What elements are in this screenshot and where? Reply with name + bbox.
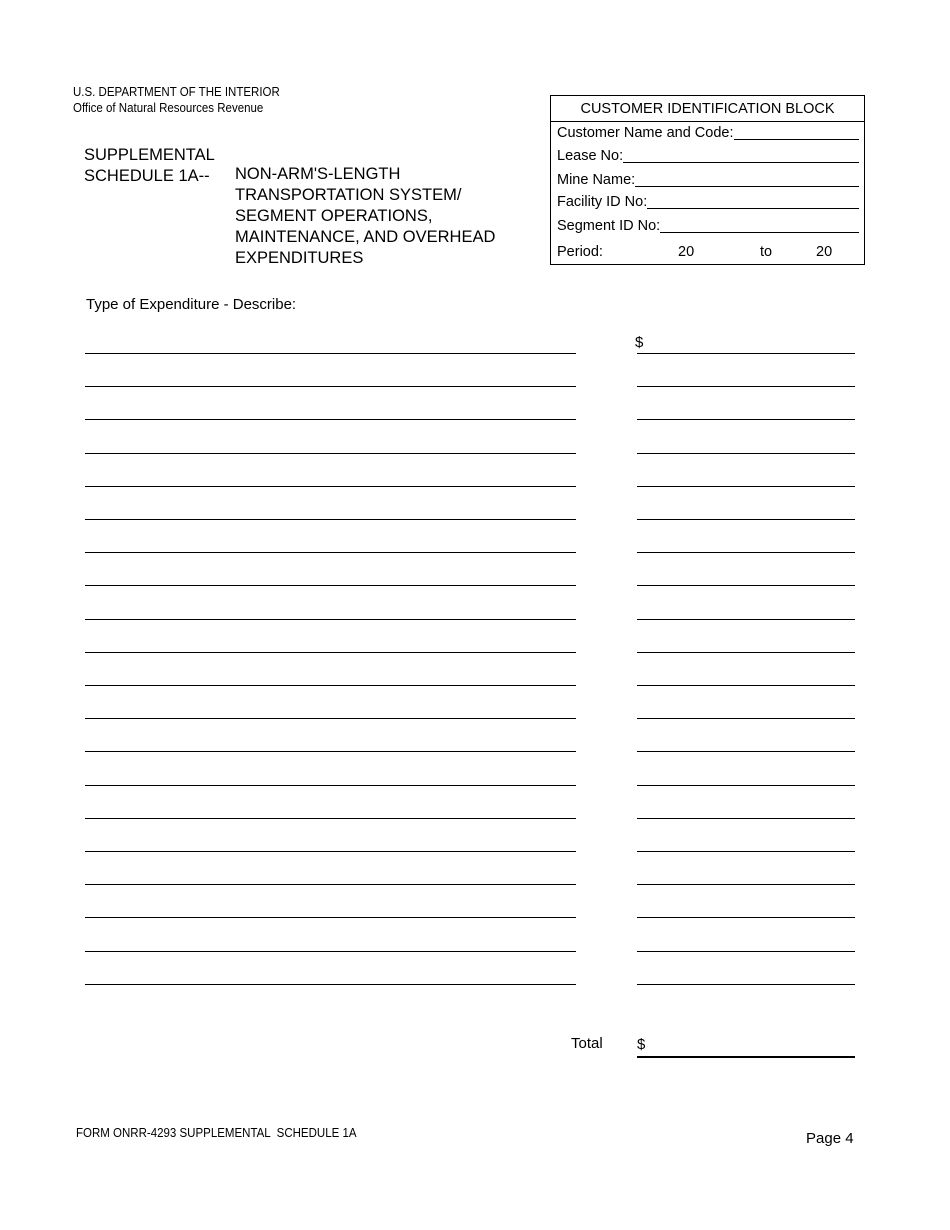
agency-header bbox=[73, 84, 280, 116]
segment-id-label: Segment ID No: bbox=[557, 218, 661, 234]
expenditure-describe-label: Type of Expenditure - Describe: bbox=[86, 296, 297, 313]
expenditure-description-line[interactable] bbox=[85, 619, 576, 620]
expenditure-description-line[interactable] bbox=[85, 552, 576, 553]
expenditure-description-line[interactable] bbox=[85, 453, 576, 454]
schedule-label bbox=[84, 145, 215, 187]
schedule-label-line1: SUPPLEMENTAL bbox=[84, 146, 215, 164]
expenditure-amount-line[interactable] bbox=[637, 751, 855, 752]
mine-name-label: Mine Name: bbox=[557, 172, 636, 188]
lease-no-field[interactable] bbox=[557, 143, 859, 165]
expenditure-description-line[interactable] bbox=[85, 519, 576, 520]
expenditure-amount-line[interactable] bbox=[637, 785, 855, 786]
schedule-title-line: MAINTENANCE, AND OVERHEAD bbox=[235, 228, 496, 246]
segment-id-input[interactable] bbox=[660, 216, 859, 233]
schedule-title-line: SEGMENT OPERATIONS, bbox=[235, 207, 433, 225]
customer-name-label: Customer Name and Code: bbox=[557, 125, 734, 141]
expenditure-amount-line[interactable] bbox=[637, 585, 855, 586]
expenditure-description-line[interactable] bbox=[85, 785, 576, 786]
expenditure-amount-line[interactable] bbox=[637, 818, 855, 819]
amount-currency-symbol: $ bbox=[635, 334, 644, 351]
office-name: Office of Natural Resources Revenue bbox=[73, 101, 264, 115]
expenditure-description-line[interactable] bbox=[85, 419, 576, 420]
customer-block-heading: CUSTOMER IDENTIFICATION BLOCK bbox=[551, 96, 864, 122]
mine-name-field[interactable] bbox=[557, 167, 859, 189]
schedule-label-line2: SCHEDULE 1A-- bbox=[84, 167, 210, 185]
expenditure-description-line[interactable] bbox=[85, 718, 576, 719]
customer-name-field[interactable] bbox=[557, 120, 859, 142]
lease-no-input[interactable] bbox=[623, 146, 859, 163]
expenditure-description-line[interactable] bbox=[85, 917, 576, 918]
facility-id-field[interactable] bbox=[557, 189, 859, 211]
expenditure-description-line[interactable] bbox=[85, 685, 576, 686]
period-to-label: to bbox=[760, 244, 773, 260]
segment-id-field[interactable] bbox=[557, 213, 859, 235]
expenditure-amount-line[interactable] bbox=[637, 718, 855, 719]
expenditure-amount-line[interactable] bbox=[637, 353, 855, 354]
expenditure-description-line[interactable] bbox=[85, 884, 576, 885]
expenditure-description-line[interactable] bbox=[85, 951, 576, 952]
lease-no-label: Lease No: bbox=[557, 148, 624, 164]
expenditure-amount-line[interactable] bbox=[637, 486, 855, 487]
expenditure-description-line[interactable] bbox=[85, 851, 576, 852]
expenditure-amount-line[interactable] bbox=[637, 951, 855, 952]
customer-identification-block bbox=[550, 95, 865, 265]
expenditure-description-line[interactable] bbox=[85, 486, 576, 487]
form-identifier: FORM ONRR-4293 SUPPLEMENTAL SCHEDULE 1A bbox=[76, 1126, 357, 1140]
customer-name-input[interactable] bbox=[734, 123, 860, 140]
expenditure-amount-line[interactable] bbox=[637, 552, 855, 553]
expenditure-amount-line[interactable] bbox=[637, 851, 855, 852]
period-label: Period: bbox=[557, 244, 603, 260]
expenditure-amount-line[interactable] bbox=[637, 519, 855, 520]
expenditure-amount-line[interactable] bbox=[637, 386, 855, 387]
expenditure-description-line[interactable] bbox=[85, 652, 576, 653]
total-currency-symbol: $ bbox=[637, 1036, 646, 1053]
expenditure-description-line[interactable] bbox=[85, 751, 576, 752]
expenditure-description-line[interactable] bbox=[85, 585, 576, 586]
total-amount-line[interactable] bbox=[637, 1056, 855, 1058]
expenditure-amount-line[interactable] bbox=[637, 685, 855, 686]
expenditure-amount-line[interactable] bbox=[637, 917, 855, 918]
expenditure-amount-line[interactable] bbox=[637, 652, 855, 653]
expenditure-amount-line[interactable] bbox=[637, 884, 855, 885]
expenditure-description-line[interactable] bbox=[85, 984, 576, 985]
mine-name-input[interactable] bbox=[635, 170, 859, 187]
agency-name: U.S. DEPARTMENT OF THE INTERIOR bbox=[73, 85, 280, 99]
expenditure-description-line[interactable] bbox=[85, 818, 576, 819]
schedule-title bbox=[235, 164, 495, 269]
page-number: Page 4 bbox=[806, 1130, 854, 1147]
schedule-title-line: EXPENDITURES bbox=[235, 249, 364, 267]
total-label: Total bbox=[571, 1035, 603, 1052]
expenditure-amount-line[interactable] bbox=[637, 453, 855, 454]
expenditure-description-line[interactable] bbox=[85, 353, 576, 354]
expenditure-amount-line[interactable] bbox=[637, 984, 855, 985]
facility-id-label: Facility ID No: bbox=[557, 194, 648, 210]
period-to-year[interactable]: 20 bbox=[816, 244, 833, 260]
expenditure-amount-line[interactable] bbox=[637, 619, 855, 620]
expenditure-amount-line[interactable] bbox=[637, 419, 855, 420]
schedule-title-line: NON-ARM'S-LENGTH bbox=[235, 165, 401, 183]
period-from-year[interactable]: 20 bbox=[678, 244, 695, 260]
schedule-title-line: TRANSPORTATION SYSTEM/ bbox=[235, 186, 462, 204]
expenditure-description-line[interactable] bbox=[85, 386, 576, 387]
facility-id-input[interactable] bbox=[647, 192, 859, 209]
